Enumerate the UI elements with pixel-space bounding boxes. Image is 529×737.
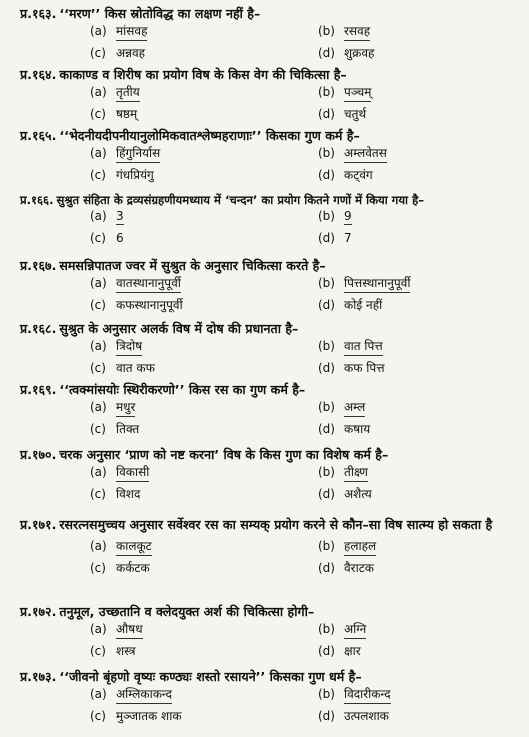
option-text: अन्नवह: [116, 46, 146, 60]
question-number: प्र.१६९.: [20, 382, 57, 397]
option-a[interactable]: [90, 685, 172, 704]
option-b[interactable]: [318, 620, 366, 639]
question-173: [20, 668, 523, 729]
question-166: [20, 192, 523, 253]
question-stem: [20, 66, 523, 83]
option-a[interactable]: [90, 537, 152, 556]
option-text: शस्त्र: [116, 644, 136, 658]
option-text: चतुर्थ: [344, 107, 367, 121]
option-label: (b): [318, 85, 335, 99]
option-label: (c): [90, 361, 106, 375]
question-number: प्र.१७२.: [20, 604, 57, 619]
question-172: [20, 603, 523, 664]
option-label: (a): [90, 622, 107, 636]
options-row: [20, 209, 523, 231]
option-c[interactable]: [90, 420, 139, 438]
option-a[interactable]: [90, 620, 143, 639]
option-label: (d): [318, 168, 335, 182]
option-label: (a): [90, 276, 107, 290]
option-text: वैराटक: [344, 561, 374, 575]
question-number: प्र.१६३.: [20, 6, 57, 21]
options-row: [20, 620, 523, 642]
option-d[interactable]: [318, 485, 372, 503]
option-label: (a): [90, 209, 107, 223]
option-text: तिक्त: [116, 422, 140, 436]
option-d[interactable]: [318, 420, 370, 438]
option-label: (d): [318, 709, 335, 723]
option-c[interactable]: [90, 485, 140, 503]
option-label: (c): [90, 422, 106, 436]
option-text: त्रिदोष: [116, 337, 142, 356]
option-a[interactable]: [90, 463, 149, 482]
question-168: [20, 320, 523, 381]
options-row: [20, 166, 523, 188]
option-b[interactable]: [318, 398, 365, 417]
option-text: विशद: [116, 487, 141, 501]
option-c[interactable]: [90, 559, 150, 577]
option-label: (a): [90, 85, 107, 99]
option-label: (d): [318, 644, 335, 658]
question-stem: [20, 320, 523, 337]
question-text: सुश्रुत के अनुसार अलर्क विष में दोष की प्रधानता है–: [59, 321, 299, 336]
options-row: [20, 685, 523, 707]
option-b[interactable]: [318, 22, 370, 41]
option-c[interactable]: [90, 642, 135, 660]
option-text: 3: [116, 209, 124, 223]
question-170: [20, 446, 523, 507]
question-text: ‘‘मरण’’ किस स्रोतोविद्ध का लक्षण नहीं है–: [59, 6, 261, 21]
options-row: [20, 274, 523, 296]
option-d[interactable]: [318, 44, 374, 62]
options-row: [20, 359, 523, 381]
question-text: समसन्निपातज ज्वर में सुश्रुत के अनुसार चिकित्सा करते है–: [59, 258, 326, 273]
option-text: अम्ल: [344, 398, 365, 417]
option-label: (d): [318, 422, 335, 436]
option-label: (a): [90, 24, 107, 38]
option-text: कालकूट: [116, 537, 152, 556]
option-text: क्षार: [344, 644, 361, 658]
options-row: [20, 642, 523, 664]
options-row: [20, 707, 523, 729]
options-row: [20, 296, 523, 318]
option-d[interactable]: [318, 166, 373, 184]
option-text: षष्ठम्: [116, 107, 138, 121]
question-number: प्र.१६८.: [20, 321, 57, 336]
option-c[interactable]: [90, 359, 155, 377]
options-row: [20, 398, 523, 420]
option-text: मधुर: [116, 398, 135, 417]
option-a[interactable]: [90, 337, 142, 356]
question-text: तनुमूल, उच्छ्तानि व क्लेदयुक्त अर्श की चिकित्सा होगी–: [59, 604, 315, 619]
options-row: [20, 337, 523, 359]
option-b[interactable]: [318, 685, 391, 704]
option-label: (c): [90, 231, 106, 245]
question-169: [20, 381, 523, 442]
option-label: (d): [318, 231, 335, 245]
options-row: [20, 485, 523, 507]
question-stem: [20, 127, 523, 144]
option-d[interactable]: [318, 105, 366, 123]
option-a[interactable]: [90, 83, 140, 102]
option-label: (a): [90, 465, 107, 479]
option-label: (c): [90, 46, 106, 60]
option-label: (b): [318, 24, 335, 38]
option-d[interactable]: [318, 642, 361, 660]
option-label: (c): [90, 107, 106, 121]
option-text: हिंगुनिर्यास: [116, 144, 160, 163]
option-label: (d): [318, 487, 335, 501]
option-text: 7: [344, 231, 352, 245]
options-row: [20, 420, 523, 442]
option-text: 6: [116, 231, 124, 245]
options-row: [20, 83, 523, 105]
option-label: (d): [318, 298, 335, 312]
question-number: प्र.१६४.: [20, 67, 57, 82]
option-c[interactable]: [90, 707, 182, 725]
option-c[interactable]: [90, 231, 124, 246]
option-label: (b): [318, 400, 335, 414]
option-text: वात कफ: [116, 361, 155, 375]
option-label: (d): [318, 46, 335, 60]
question-stem: [20, 668, 523, 685]
option-label: (b): [318, 539, 335, 553]
option-c[interactable]: [90, 44, 145, 62]
option-text: अम्लिकाकन्द: [116, 685, 172, 704]
option-label: (c): [90, 298, 106, 312]
option-label: (c): [90, 709, 106, 723]
option-label: (c): [90, 168, 106, 182]
option-text: मुञ्जातक शाक: [116, 709, 182, 723]
option-c[interactable]: [90, 296, 183, 314]
option-a[interactable]: [90, 274, 181, 293]
question-number: प्र.१६७.: [20, 258, 57, 273]
option-label: (c): [90, 561, 106, 575]
option-a[interactable]: [90, 22, 147, 41]
option-text: औषध: [116, 620, 143, 639]
option-b[interactable]: [318, 274, 410, 293]
option-text: विकासी: [116, 463, 149, 482]
option-label: (d): [318, 361, 335, 375]
question-stem: [20, 192, 523, 209]
option-label: (a): [90, 400, 107, 414]
option-label: (b): [318, 339, 335, 353]
option-text: पञ्चम्: [344, 83, 371, 102]
option-d[interactable]: [318, 559, 374, 577]
option-a[interactable]: [90, 398, 135, 417]
option-text: कोई नहीं: [344, 298, 383, 312]
question-stem: [20, 446, 523, 463]
question-stem: [20, 257, 523, 274]
question-stem: [20, 603, 523, 620]
option-label: (c): [90, 644, 106, 658]
option-text: तृतीय: [116, 83, 140, 102]
option-label: (a): [90, 339, 107, 353]
option-text: अशैत्य: [344, 487, 372, 501]
question-number: प्र.१६६.: [20, 193, 54, 207]
options-row: [20, 105, 523, 127]
option-label: (d): [318, 561, 335, 575]
question-stem: [20, 381, 523, 398]
question-text: ‘‘भेदनीयदीपनीयानुलोमिकवातश्लेष्महराणाः’’ किसका गुण कर्म है–: [59, 128, 360, 143]
option-label: (b): [318, 209, 335, 223]
option-c[interactable]: [90, 166, 154, 184]
option-c[interactable]: [90, 105, 137, 123]
question-text: काकाण्ड व शिरीष का प्रयोग विष के किस वेग की चिकित्सा है–: [59, 67, 347, 82]
option-text: रसवह: [344, 22, 370, 41]
option-label: (b): [318, 146, 335, 160]
option-label: (d): [318, 107, 335, 121]
question-number: प्र.१६५.: [20, 128, 57, 143]
question-number: प्र.१७३.: [20, 669, 57, 684]
options-row: [20, 22, 523, 44]
option-label: (b): [318, 687, 335, 701]
options-row: [20, 144, 523, 166]
option-text: 9: [344, 209, 352, 223]
question-167: [20, 257, 523, 318]
question-text: चरक अनुसार ‘प्राण को नष्ट करना’ विष के किस गुण का विशेष कर्म है–: [59, 447, 389, 462]
option-d[interactable]: [318, 296, 382, 314]
option-b[interactable]: [318, 337, 383, 356]
options-row: [20, 537, 523, 559]
question-number: प्र.१७०.: [20, 447, 57, 462]
option-text: कफस्थानानुपूर्वी: [116, 298, 183, 312]
option-text: वातस्थानानुपूर्वी: [116, 274, 181, 293]
option-b[interactable]: [318, 463, 368, 482]
option-d[interactable]: [318, 359, 385, 377]
option-text: तीक्ष्ण: [344, 463, 368, 482]
question-165: [20, 127, 523, 188]
option-b[interactable]: [318, 83, 371, 102]
option-text: कट्वंग: [344, 168, 373, 182]
option-text: कषाय: [344, 422, 371, 436]
option-text: पित्तस्थानानुपूर्वी: [344, 274, 410, 293]
option-text: हलाहल: [344, 537, 376, 556]
option-text: अग्नि: [344, 620, 366, 639]
option-label: (c): [90, 487, 106, 501]
question-text: ‘‘जीवनो बृंहणो वृष्यः कण्ठ्यः शस्तो रसायने’’ किसका गुण धर्म है–: [59, 669, 362, 684]
option-b[interactable]: [318, 144, 387, 163]
question-164: [20, 66, 523, 127]
option-text: उत्पलशाक: [344, 709, 389, 723]
options-row: [20, 44, 523, 66]
options-row: [20, 231, 523, 253]
option-text: कर्कटक: [116, 561, 150, 575]
question-stem: [20, 5, 523, 22]
question-163: [20, 5, 523, 66]
option-label: (b): [318, 276, 335, 290]
question-text: ‘‘त्वक्मांसयोः स्थिरीकरणो’’ किस रस का गुण कर्म है–: [59, 382, 306, 397]
option-label: (a): [90, 539, 107, 553]
option-d[interactable]: [318, 707, 389, 725]
option-label: (a): [90, 146, 107, 160]
option-text: अम्लवेतस: [344, 144, 387, 163]
option-text: शुक्रवह: [344, 46, 375, 60]
option-label: (b): [318, 465, 335, 479]
option-text: विदारीकन्द: [344, 685, 391, 704]
option-text: मांसवह: [116, 22, 147, 41]
option-text: वात पित्त: [344, 337, 383, 356]
option-a[interactable]: [90, 209, 124, 225]
option-label: (a): [90, 687, 107, 701]
option-text: गंधप्रियंगु: [116, 168, 154, 182]
options-row: [20, 463, 523, 485]
question-number: प्र.१७१.: [20, 517, 57, 532]
option-b[interactable]: [318, 537, 376, 556]
option-text: कफ पित्त: [344, 361, 385, 375]
question-stem: [20, 516, 523, 533]
question-171: [20, 516, 523, 581]
option-a[interactable]: [90, 144, 160, 163]
option-d[interactable]: [318, 231, 352, 246]
option-b[interactable]: [318, 209, 352, 225]
question-text: सुश्रुत संहिता के द्रव्यसंग्रहणीयमध्याय में ‘चन्दन’ का प्रयोग कितने गणों में किया गया है–: [56, 193, 425, 207]
question-text: रसरत्नसमुच्चय अनुसार सर्वेश्वर रस का सम्यक् प्रयोग करने से कौन–सा विष सात्म्य हो सकता है: [59, 517, 493, 532]
option-label: (b): [318, 622, 335, 636]
options-row: [20, 559, 523, 581]
